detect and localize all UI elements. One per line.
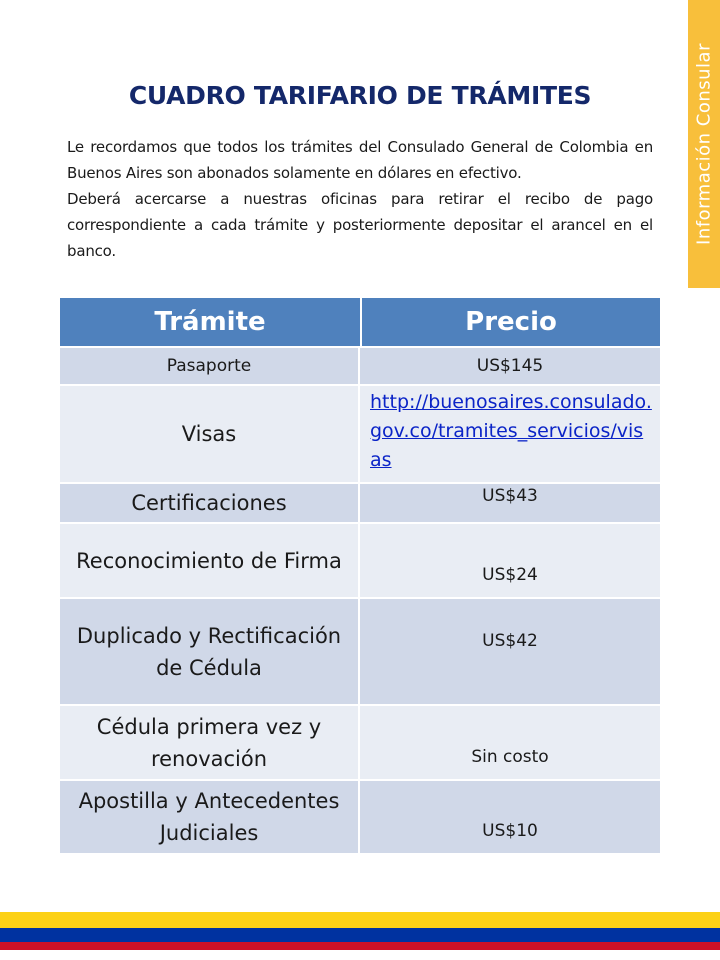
intro-text <box>67 134 653 264</box>
side-tab <box>688 0 720 288</box>
page-title: CUADRO TARIFARIO DE TRÁMITES <box>128 80 592 110</box>
table-row <box>60 779 660 853</box>
header-tramite: Trámite <box>60 298 362 346</box>
precio-cell: US$42 <box>482 631 538 651</box>
tramite-cell: Pasaporte <box>60 348 360 384</box>
tramite-cell: Apostilla y Antecedentes Judiciales <box>60 781 360 853</box>
intro-paragraph: Le recordamos que todos los trámites del Consulado General de Colombia en Buenos Aires son abonados solamente en dólares en efectivo. <box>67 138 653 182</box>
tramite-cell: Visas <box>60 386 360 482</box>
table-row <box>60 482 660 522</box>
table-row <box>60 346 660 384</box>
flag-stripe-yellow <box>0 912 720 928</box>
fees-table <box>60 298 660 853</box>
table-header <box>60 298 660 346</box>
header-precio: Precio <box>465 307 557 337</box>
flag-stripe-blue <box>0 928 720 942</box>
precio-cell: US$43 <box>482 486 538 506</box>
tramite-cell: Reconocimiento de Firma <box>60 524 360 597</box>
tramite-cell: Cédula primera vez y renovación <box>60 706 360 779</box>
intro-paragraph: Deberá acercarse a nuestras oficinas para retirar el recibo de pago correspondiente a cada trámite y posteriormente depositar el arancel en el banco. <box>67 190 653 260</box>
table-row <box>60 597 660 704</box>
side-tab-label: Información Consular <box>693 43 715 245</box>
precio-cell: US$24 <box>482 565 538 585</box>
table-row <box>60 522 660 597</box>
precio-cell: Sin costo <box>471 747 549 767</box>
visas-link[interactable]: http://buenosaires.consulado.gov.co/tramites_servicios/visas <box>370 391 652 471</box>
precio-cell: US$145 <box>476 356 544 376</box>
table-row <box>60 704 660 779</box>
precio-cell <box>360 386 660 482</box>
flag-stripe-red <box>0 942 720 950</box>
precio-cell: US$10 <box>482 821 538 841</box>
tramite-cell: Duplicado y Rectificación de Cédula <box>60 599 360 704</box>
tramite-cell: Certificaciones <box>60 484 360 522</box>
table-row <box>60 384 660 482</box>
